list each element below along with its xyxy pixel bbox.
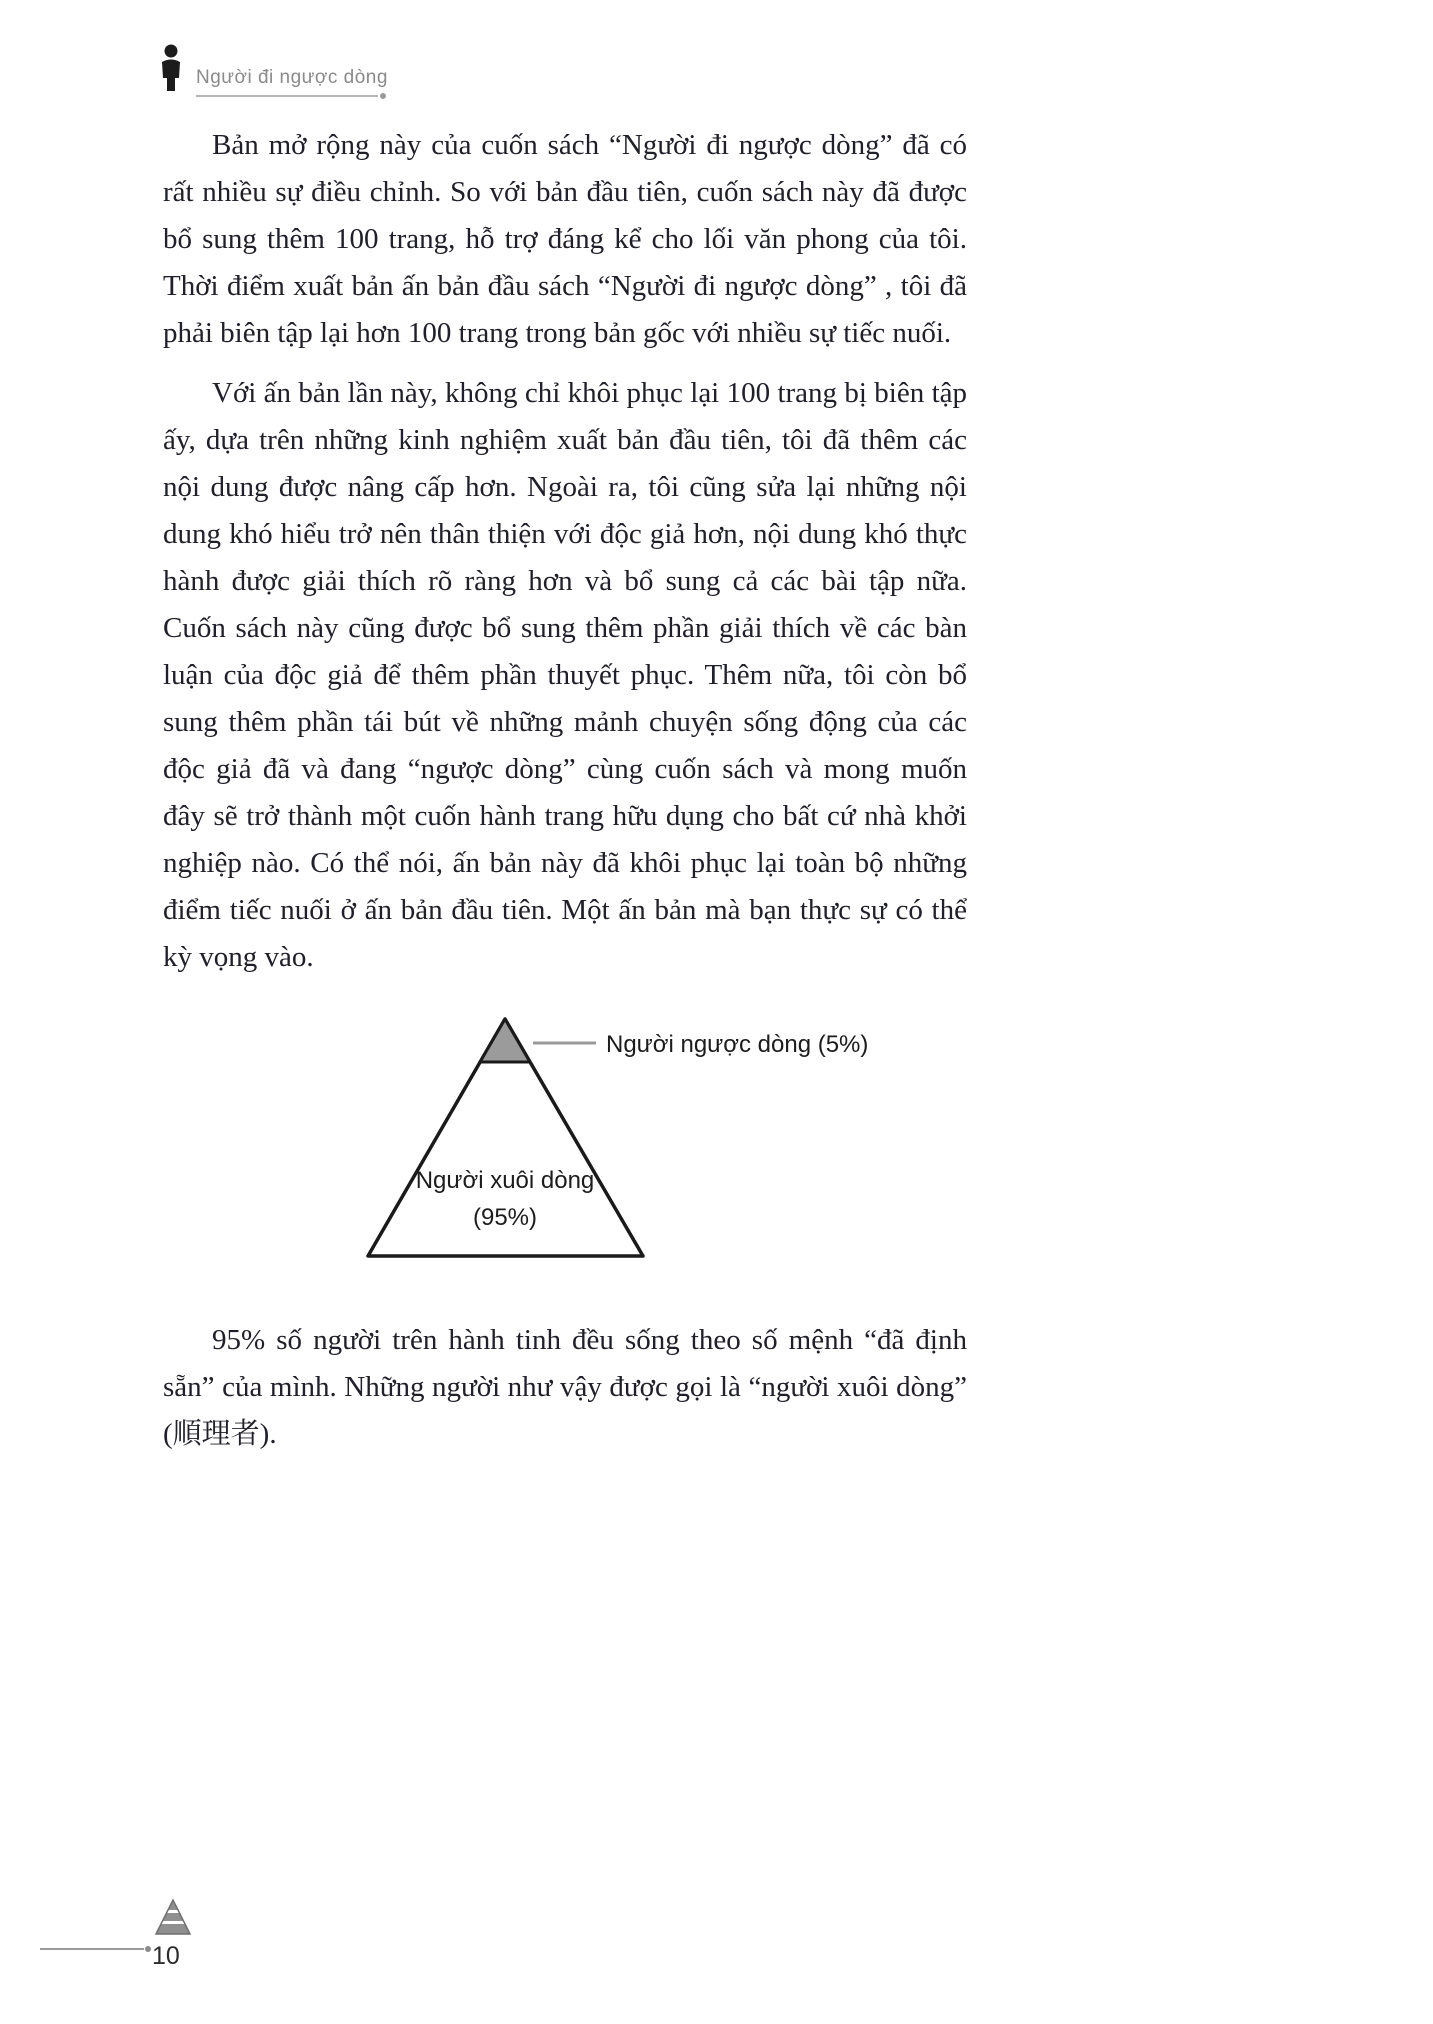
body-label-line1: Người xuôi dòng [415,1167,595,1194]
pyramid-diagram [163,1013,967,1265]
cap-label: Người ngược dòng (5%) [606,1031,869,1058]
pyramid-logo-icon [154,1898,192,1941]
page-footer [40,1898,192,1971]
footer-logo-block [152,1898,192,1971]
text-column [163,122,967,1471]
page-number: 10 [152,1942,180,1970]
paragraph-3: 95% số người trên hành tinh đều sống theo số mệnh “đã định sẵn” của mình. Những người như vậy được gọi là “người xuôi dòng” (順理者). [163,1324,967,1450]
paragraph-2: Với ấn bản lần này, không chỉ khôi phục lại 100 trang bị biên tập ấy, dựa trên những kinh nghiệm xuất bản đầu tiên, tôi đã thêm các nội dung được nâng cấp hơn. Ngoài ra, tôi cũng sửa lại những nội dung khó hiểu trở nên thân thiện với độc giả hơn, nội dung khó thực hành được giải thích rõ ràng hơn và bổ sung cả các bài tập nữa. Cuốn sách này cũng được bổ sung thêm phần giải thích về các bàn luận của độc giả để thêm phần thuyết phục. Thêm nữa, tôi còn bổ sung thêm phần tái bút về những mảnh chuyện sống động của các độc giả đã và đang “ngược dòng” cùng cuốn sách và mong muốn đây sẽ trở thành một cuốn hành trang hữu dụng cho bất cứ nhà khởi nghiệp nào. Có thể nói, ấn bản này đã khôi phục lại toàn bộ những điểm tiếc nuối ở ấn bản đầu tiên. Một ấn bản mà bạn thực sự có thể kỳ vọng vào. [163,377,967,973]
body-label-line2: (95%) [472,1204,538,1231]
running-header-title: Người đi ngược dòng [196,67,388,88]
header-title-block [196,67,388,97]
paragraph-1: Bản mở rộng này của cuốn sách “Người đi ngược dòng” đã có rất nhiều sự điều chỉnh. So với bản đầu tiên, cuốn sách này đã được bổ sung thêm 100 trang, hỗ trợ đáng kể cho lối văn phong của tôi. Thời điểm xuất bản ấn bản đầu sách “Người đi ngược dòng” , tôi đã phải biên tập lại hơn 100 trang trong bản gốc với nhiều sự tiếc nuối. [163,129,967,349]
page-header [158,44,388,97]
header-rule [196,95,378,97]
pyramid-cap [480,1019,530,1062]
footer-rule [40,1948,144,1950]
person-icon [158,44,184,97]
